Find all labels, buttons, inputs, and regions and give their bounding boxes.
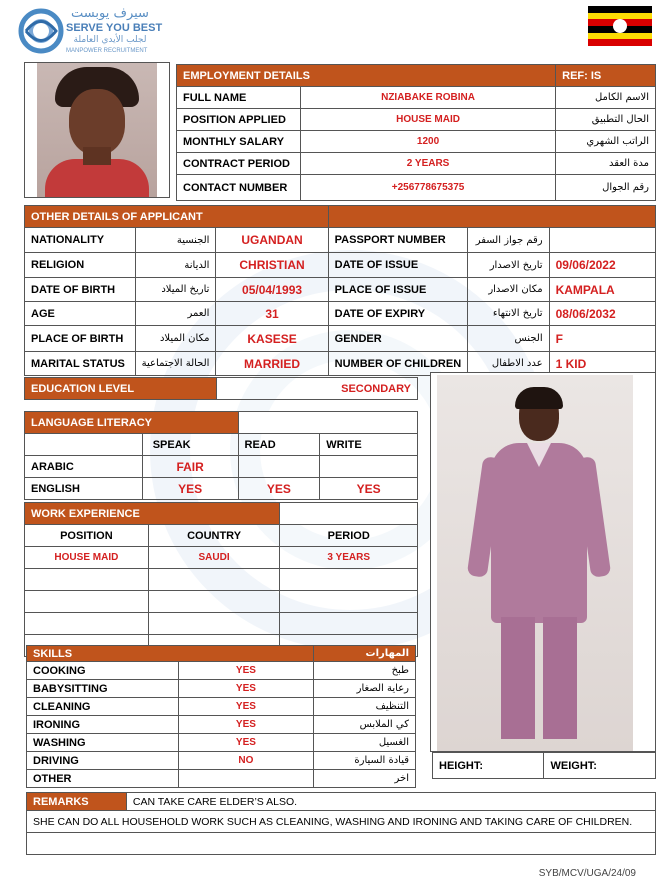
nationality-arabic: الجنسية — [135, 228, 216, 253]
cleaning-label: CLEANING — [27, 698, 179, 716]
work-position-value: HOUSE MAID — [25, 547, 149, 569]
work-empty-cell — [280, 591, 418, 613]
remarks-table — [26, 792, 656, 855]
religion-value: CHRISTIAN — [216, 253, 328, 278]
date-of-expiry-arabic: تاريخ الانتهاء — [468, 302, 549, 326]
babysitting-value: YES — [178, 680, 313, 698]
country-col-header: COUNTRY — [148, 525, 280, 547]
place-of-issue-arabic: مكان الاصدار — [468, 278, 549, 302]
date-of-issue-arabic: تاريخ الاصدار — [468, 253, 549, 278]
monthly-salary-label: MONTHLY SALARY — [177, 131, 301, 153]
cooking-arabic: طبخ — [314, 662, 416, 680]
ironing-value: YES — [178, 716, 313, 734]
write-col-header: WRITE — [320, 434, 418, 456]
passport-number-arabic: رقم جواز السفر — [468, 228, 549, 253]
contract-period-arabic: مدة العقد — [556, 153, 656, 175]
arabic-language-label: ARABIC — [25, 456, 143, 478]
cooking-label: COOKING — [27, 662, 179, 680]
date-of-birth-value: 05/04/1993 — [216, 278, 328, 302]
nationality-label: NATIONALITY — [25, 228, 136, 253]
driving-arabic: قيادة السيارة — [314, 752, 416, 770]
work-empty-cell — [280, 569, 418, 591]
cleaning-value: YES — [178, 698, 313, 716]
washing-value: YES — [178, 734, 313, 752]
education-value: SECONDARY — [216, 378, 417, 400]
position-applied-arabic: الحال التطبيق — [556, 109, 656, 131]
company-logo — [18, 6, 163, 58]
date-of-issue-label: DATE OF ISSUE — [328, 253, 468, 278]
gender-value: F — [549, 326, 655, 352]
passport-number-value — [549, 228, 655, 253]
age-value: 31 — [216, 302, 328, 326]
remarks-line-1: CAN TAKE CARE ELDER’S ALSO. — [126, 793, 655, 811]
full-body-photo — [430, 372, 656, 752]
education-label: EDUCATION LEVEL — [25, 378, 217, 400]
place-of-birth-value: KASESE — [216, 326, 328, 352]
english-language-label: ENGLISH — [25, 478, 143, 500]
english-write-value: YES — [320, 478, 418, 500]
contact-number-value: +256778675375 — [300, 175, 555, 201]
place-of-birth-label: PLACE OF BIRTH — [25, 326, 136, 352]
place-of-birth-arabic: مكان الميلاد — [135, 326, 216, 352]
speak-col-header: SPEAK — [142, 434, 238, 456]
work-empty-cell — [280, 613, 418, 635]
marital-status-arabic: الحالة الاجتماعية — [135, 352, 216, 376]
logo-arabic-sub: لجلب الأيدي العاملة — [73, 35, 147, 45]
date-of-expiry-value: 08/06/2032 — [549, 302, 655, 326]
number-of-children-arabic: عدد الاطفال — [468, 352, 549, 376]
language-col-blank — [25, 434, 143, 456]
passport-photo — [24, 62, 170, 198]
height-weight-table — [432, 752, 656, 779]
number-of-children-value: 1 KID — [549, 352, 655, 376]
uganda-flag-icon — [588, 6, 652, 46]
arabic-write-value — [320, 456, 418, 478]
cleaning-arabic: التنظيف — [314, 698, 416, 716]
age-arabic: العمر — [135, 302, 216, 326]
other-details-table — [24, 205, 656, 376]
work-empty-cell — [25, 613, 149, 635]
date-of-birth-label: DATE OF BIRTH — [25, 278, 136, 302]
marital-status-value: MARRIED — [216, 352, 328, 376]
monthly-salary-arabic: الراتب الشهري — [556, 131, 656, 153]
work-experience-header: WORK EXPERIENCE — [25, 503, 280, 525]
work-header-blank — [280, 503, 418, 525]
driving-value: NO — [178, 752, 313, 770]
ironing-label: IRONING — [27, 716, 179, 734]
employment-header: EMPLOYMENT DETAILS — [177, 65, 556, 87]
gender-label: GENDER — [328, 326, 468, 352]
read-col-header: READ — [238, 434, 320, 456]
cooking-value: YES — [178, 662, 313, 680]
number-of-children-label: NUMBER OF CHILDREN — [328, 352, 468, 376]
position-applied-label: POSITION APPLIED — [177, 109, 301, 131]
other-skill-value — [178, 770, 313, 788]
religion-label: RELIGION — [25, 253, 136, 278]
date-of-expiry-label: DATE OF EXPIRY — [328, 302, 468, 326]
other-skill-label: OTHER — [27, 770, 179, 788]
period-col-header: PERIOD — [280, 525, 418, 547]
language-literacy-table — [24, 411, 418, 500]
logo-english-name: SERVE YOU BEST — [66, 22, 163, 34]
work-empty-cell — [148, 569, 280, 591]
age-label: AGE — [25, 302, 136, 326]
skills-header: SKILLS — [27, 646, 314, 662]
work-country-value: SAUDI — [148, 547, 280, 569]
height-label: HEIGHT: — [433, 753, 544, 779]
work-empty-cell — [148, 613, 280, 635]
ref-label: REF: IS — [556, 65, 656, 87]
arabic-speak-value: FAIR — [142, 456, 238, 478]
full-name-label: FULL NAME — [177, 87, 301, 109]
work-experience-table — [24, 502, 418, 657]
remarks-line-2: SHE CAN DO ALL HOUSEHOLD WORK SUCH AS CLEANING, WASHING AND IRONING AND TAKING CARE OF CHILDREN. — [27, 811, 656, 833]
education-table — [24, 377, 418, 400]
work-empty-cell — [25, 569, 149, 591]
work-empty-cell — [25, 591, 149, 613]
other-details-header-blank — [328, 206, 655, 228]
full-name-value: NZIABAKE ROBINA — [300, 87, 555, 109]
position-applied-value: HOUSE MAID — [300, 109, 555, 131]
ironing-arabic: كي الملابس — [314, 716, 416, 734]
position-col-header: POSITION — [25, 525, 149, 547]
date-of-birth-arabic: تاريخ الميلاد — [135, 278, 216, 302]
language-header: LANGUAGE LITERACY — [25, 412, 239, 434]
work-empty-cell — [148, 591, 280, 613]
gender-arabic: الجنس — [468, 326, 549, 352]
date-of-issue-value: 09/06/2022 — [549, 253, 655, 278]
remarks-empty-row — [27, 833, 656, 855]
skills-table — [26, 645, 416, 788]
marital-status-label: MARITAL STATUS — [25, 352, 136, 376]
monthly-salary-value: 1200 — [300, 131, 555, 153]
english-read-value: YES — [238, 478, 320, 500]
logo-arabic-name: سيرف يوبست — [71, 6, 149, 21]
other-details-header: OTHER DETAILS OF APPLICANT — [25, 206, 329, 228]
babysitting-arabic: رعاية الصغار — [314, 680, 416, 698]
other-skill-arabic: اخر — [314, 770, 416, 788]
employment-details-table — [176, 64, 656, 201]
arabic-read-value — [238, 456, 320, 478]
weight-label: WEIGHT: — [544, 753, 656, 779]
contract-period-label: CONTRACT PERIOD — [177, 153, 301, 175]
washing-arabic: الغسيل — [314, 734, 416, 752]
place-of-issue-label: PLACE OF ISSUE — [328, 278, 468, 302]
babysitting-label: BABYSITTING — [27, 680, 179, 698]
washing-label: WASHING — [27, 734, 179, 752]
logo-english-sub: MANPOWER RECRUITMENT — [66, 48, 148, 54]
skills-header-arabic: المهارات — [314, 646, 416, 662]
driving-label: DRIVING — [27, 752, 179, 770]
footer-code: SYB/MCV/UGA/24/09 — [538, 868, 636, 879]
full-name-arabic: الاسم الكامل — [556, 87, 656, 109]
work-period-value: 3 YEARS — [280, 547, 418, 569]
english-speak-value: YES — [142, 478, 238, 500]
contact-number-arabic: رقم الجوال — [556, 175, 656, 201]
contract-period-value: 2 YEARS — [300, 153, 555, 175]
knot-logo-icon — [18, 8, 64, 54]
contact-number-label: CONTACT NUMBER — [177, 175, 301, 201]
remarks-label: REMARKS — [27, 793, 127, 811]
nationality-value: UGANDAN — [216, 228, 328, 253]
religion-arabic: الديانة — [135, 253, 216, 278]
passport-number-label: PASSPORT NUMBER — [328, 228, 468, 253]
place-of-issue-value: KAMPALA — [549, 278, 655, 302]
language-header-blank — [238, 412, 417, 434]
